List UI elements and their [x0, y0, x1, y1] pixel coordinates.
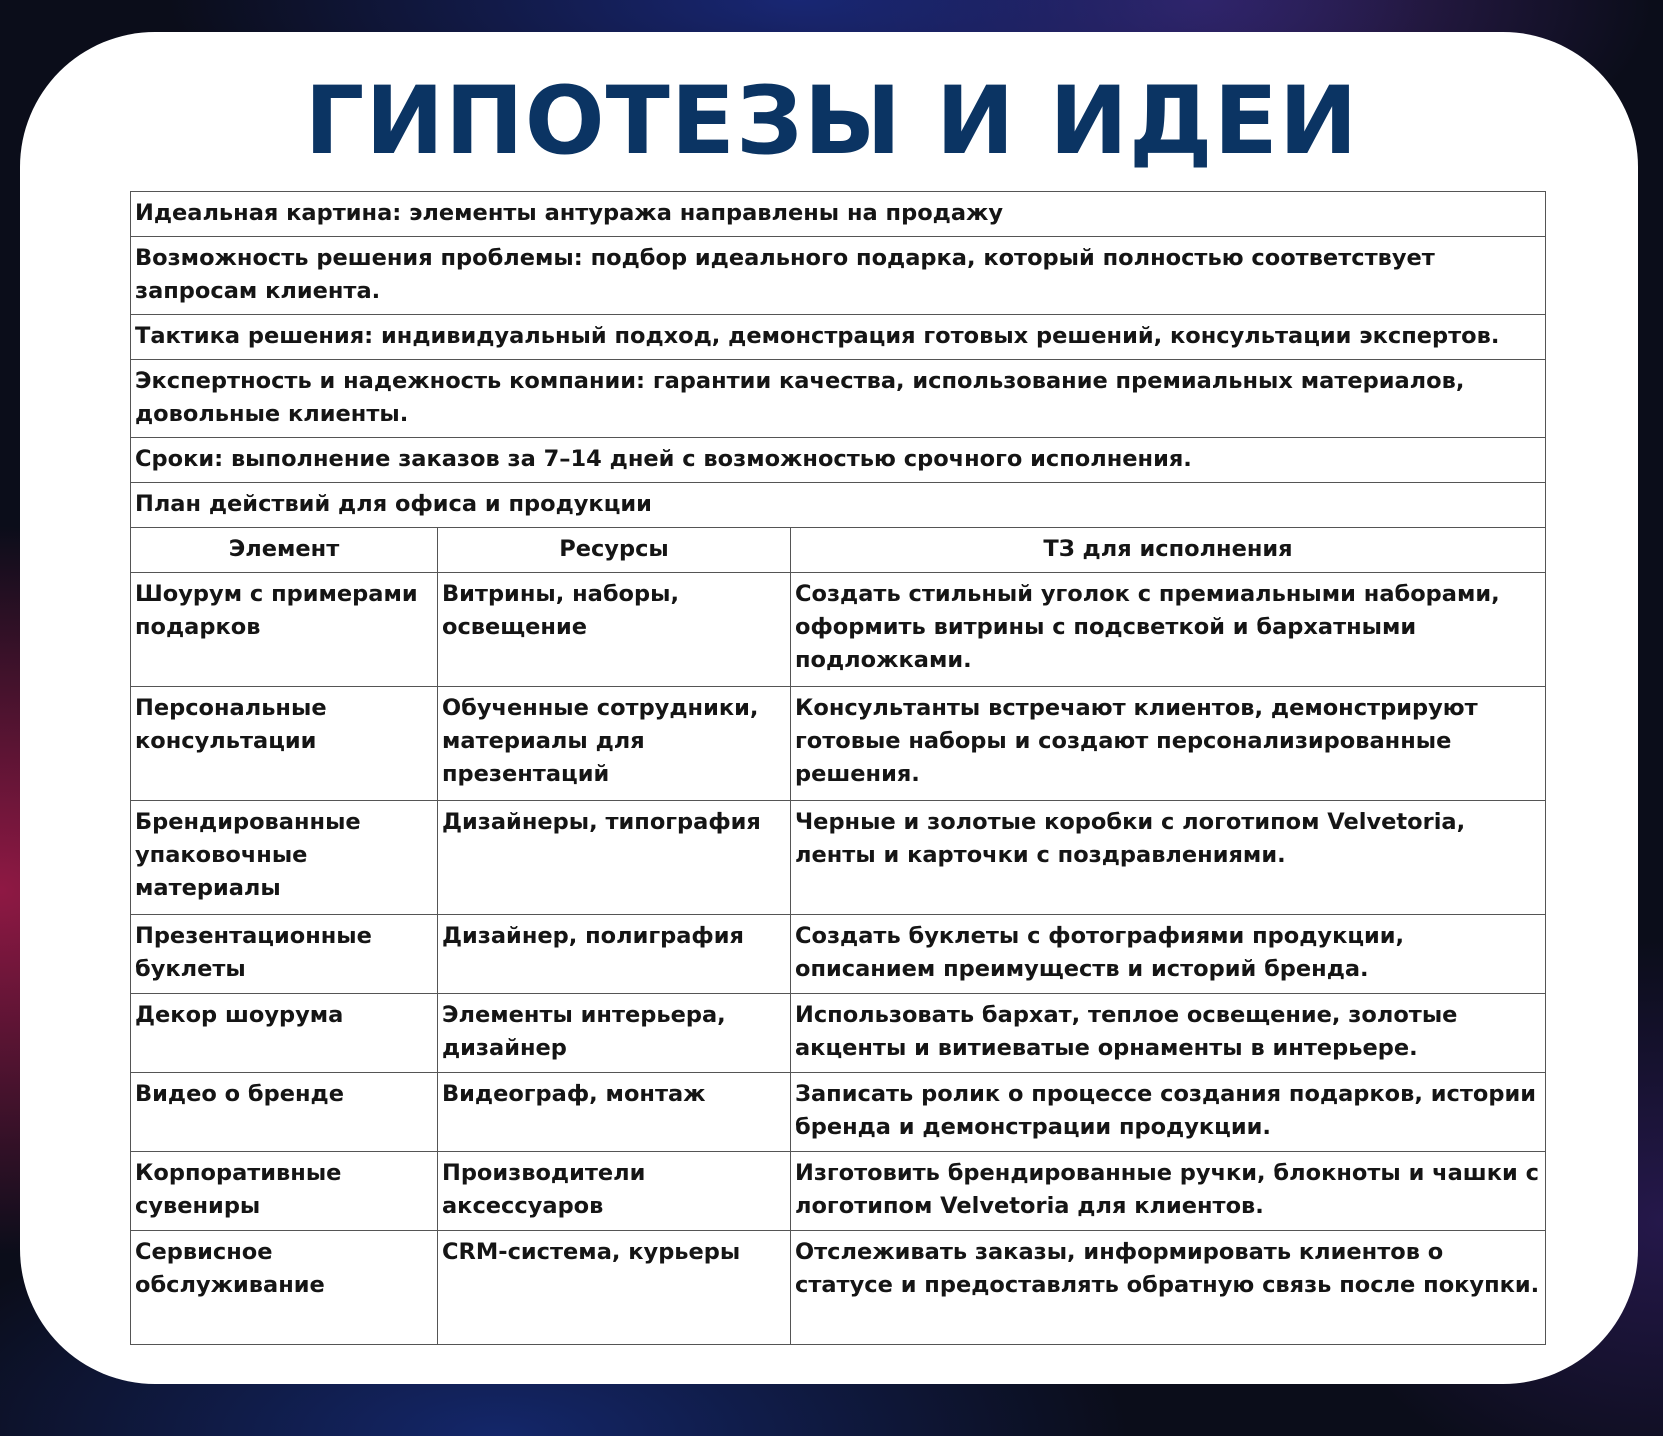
cell-spec: Создать буклеты с фотографиями продукции, описанием преимуществ и историй бренда. — [791, 915, 1546, 994]
cell-spec: Записать ролик о процессе создания подарков, истории бренда и демонстрации продукции. — [791, 1073, 1546, 1152]
cell-resources: Видеограф, монтаж — [438, 1073, 791, 1152]
cell-spec: Консультанты встречают клиентов, демонстрируют готовые наборы и создают персонализированные решения. — [791, 687, 1546, 801]
table-row — [131, 1231, 1546, 1345]
cell-element: Презентационные буклеты — [131, 915, 438, 994]
table-row — [131, 1152, 1546, 1231]
cell-element: Брендированные упаковочные материалы — [131, 801, 438, 915]
cell-resources: Элементы интерьера, дизайнер — [438, 994, 791, 1073]
info-row — [131, 237, 1546, 315]
cell-element: Персональные консультации — [131, 687, 438, 801]
info-row — [131, 438, 1546, 483]
cell-element: Корпоративные сувениры — [131, 1152, 438, 1231]
info-deadlines: Сроки: выполнение заказов за 7–14 дней с возможностью срочного исполнения. — [131, 438, 1546, 483]
cell-resources: CRM-система, курьеры — [438, 1231, 791, 1345]
cell-resources: Обученные сотрудники, материалы для презентаций — [438, 687, 791, 801]
table-row — [131, 994, 1546, 1073]
table-row — [131, 801, 1546, 915]
cell-element: Видео о бренде — [131, 1073, 438, 1152]
cell-element: Шоурум с примерами подарков — [131, 573, 438, 687]
cell-element: Декор шоурума — [131, 994, 438, 1073]
info-row — [131, 192, 1546, 237]
info-ideal-picture: Идеальная картина: элементы антуража направлены на продажу — [131, 192, 1546, 237]
cell-spec: Создать стильный уголок с премиальными наборами, оформить витрины с подсветкой и бархатными подложками. — [791, 573, 1546, 687]
cell-resources: Витрины, наборы, освещение — [438, 573, 791, 687]
page-title: ГИПОТЕЗЫ И ИДЕИ — [304, 67, 1359, 176]
cell-resources: Дизайнеры, типография — [438, 801, 791, 915]
table-row — [131, 915, 1546, 994]
cell-spec: Использовать бархат, теплое освещение, золотые акценты и витиеватые орнаменты в интерьере. — [791, 994, 1546, 1073]
header-resources: Ресурсы — [438, 528, 791, 573]
plan-header-row — [131, 528, 1546, 573]
info-tactics: Тактика решения: индивидуальный подход, демонстрация готовых решений, консультации экспертов. — [131, 315, 1546, 360]
cell-resources: Дизайнер, полиграфия — [438, 915, 791, 994]
info-expertise: Экспертность и надежность компании: гарантии качества, использование премиальных материалов, довольные клиенты. — [131, 360, 1546, 438]
cell-resources: Производители аксессуаров — [438, 1152, 791, 1231]
info-row — [131, 483, 1546, 528]
info-action-plan: План действий для офиса и продукции — [131, 483, 1546, 528]
header-element: Элемент — [131, 528, 438, 573]
table-row — [131, 573, 1546, 687]
table-row — [131, 1073, 1546, 1152]
cell-spec: Отслеживать заказы, информировать клиентов о статусе и предоставлять обратную связь после покупки. — [791, 1231, 1546, 1345]
cell-element: Сервисное обслуживание — [131, 1231, 438, 1345]
hypotheses-table — [130, 191, 1546, 1345]
info-row — [131, 315, 1546, 360]
cell-spec: Изготовить брендированные ручки, блокноты и чашки с логотипом Velvetoria для клиентов. — [791, 1152, 1546, 1231]
info-row — [131, 360, 1546, 438]
info-problem-solution: Возможность решения проблемы: подбор идеального подарка, который полностью соответствует запросам клиента. — [131, 237, 1546, 315]
cell-spec: Черные и золотые коробки с логотипом Velvetoria, ленты и карточки с поздравлениями. — [791, 801, 1546, 915]
header-spec: ТЗ для исполнения — [791, 528, 1546, 573]
table-row — [131, 687, 1546, 801]
